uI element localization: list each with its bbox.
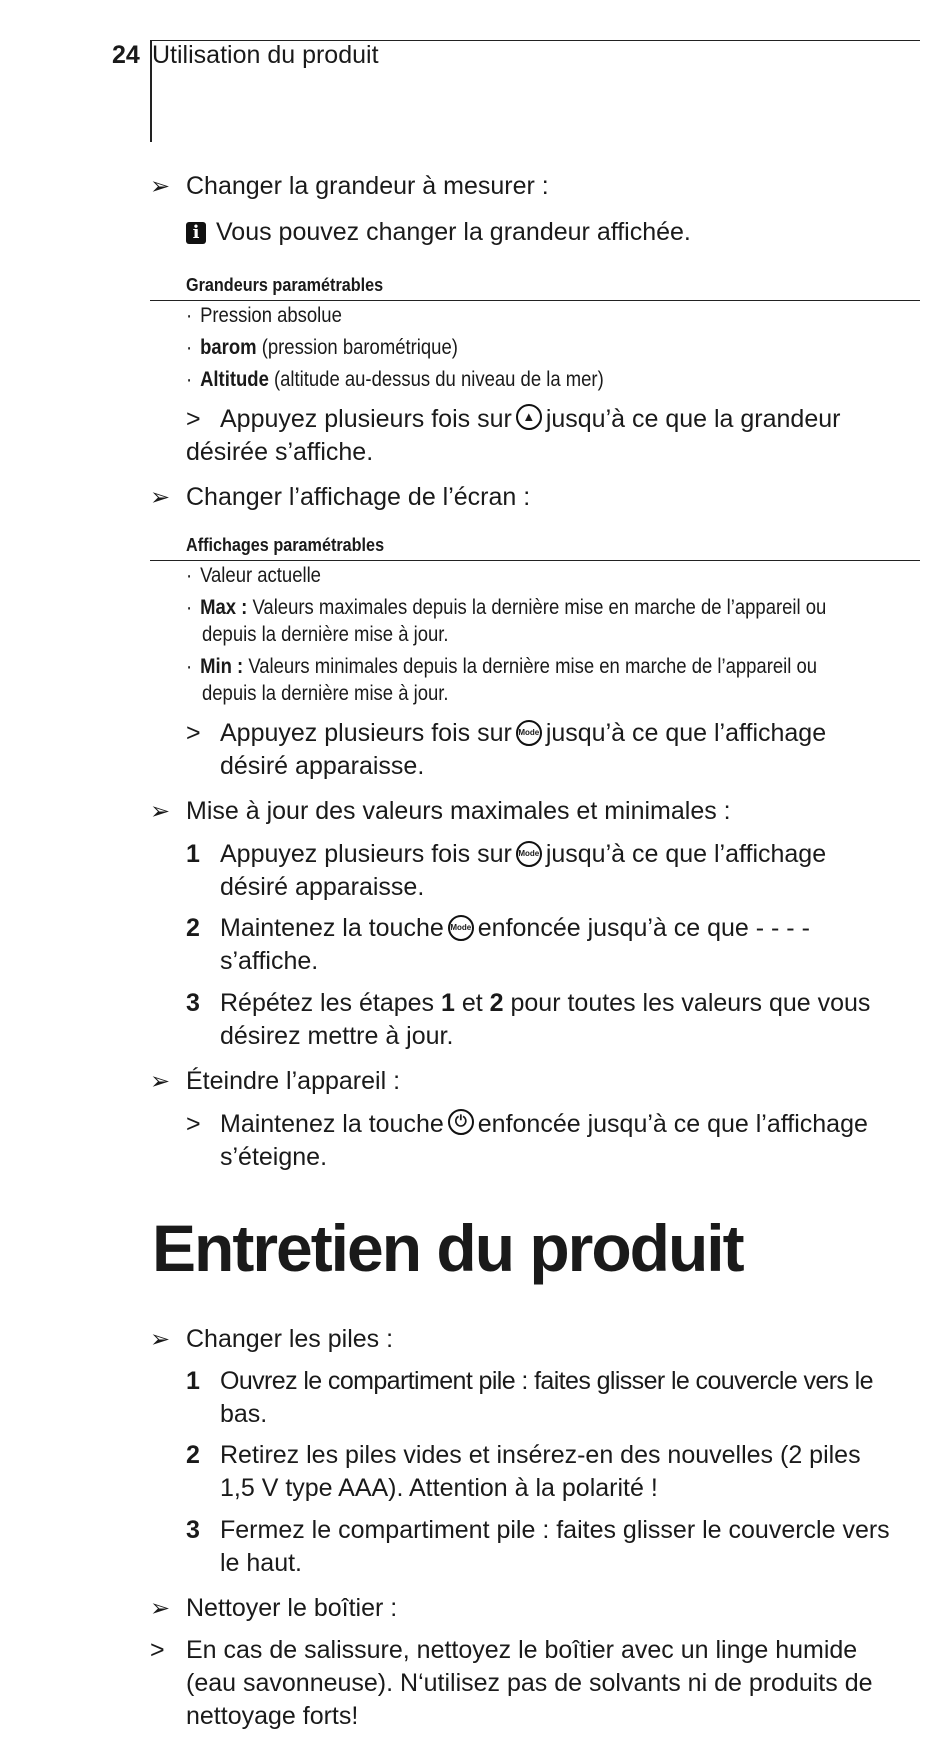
arrow-icon: ➢ (150, 484, 171, 511)
list-item: · Pression absolue (186, 304, 342, 327)
numbered-step-cont: désirez mettre à jour. (220, 1022, 454, 1050)
arrow-icon: ➢ (150, 1595, 171, 1622)
step-instruction-cont: nettoyage forts! (186, 1702, 359, 1730)
mode-button-icon: Mode (516, 841, 542, 867)
numbered-step-cont: s’affiche. (220, 947, 319, 975)
page-number: 24 (112, 41, 140, 69)
list-item-cont: depuis la dernière mise à jour. (202, 682, 449, 705)
arrow-icon: ➢ (150, 173, 171, 200)
step-instruction-cont: désirée s’affiche. (186, 438, 374, 466)
section-clean-housing-title: ➢ Nettoyer le boîtier : (150, 1592, 397, 1625)
section-reset-minmax-title: ➢ Mise à jour des valeurs maximales et minimales : (150, 795, 731, 828)
list-item-cont: depuis la dernière mise à jour. (202, 623, 449, 646)
numbered-step: 3 Fermez le compartiment pile : faites glisser le couvercle vers (186, 1516, 890, 1544)
list-item: · Max : Valeurs maximales depuis la dernière mise en marche de l’appareil ou (186, 596, 827, 619)
step-instruction: > Maintenez la touche ⏻ enfoncée jusqu’à ce que l’affichage (186, 1110, 868, 1138)
info-note: i Vous pouvez changer la grandeur affichée. (186, 216, 691, 249)
arrow-icon: ➢ (150, 798, 171, 825)
numbered-step: 2 Maintenez la touche Mode enfoncée jusqu’à ce que - - - - (186, 914, 810, 942)
step-instruction: > Appuyez plusieurs fois sur Mode jusqu’à ce que l’affichage (186, 719, 827, 747)
step-instruction: > En cas de salissure, nettoyez le boîtier avec un linge humide (150, 1636, 858, 1664)
power-button-icon: ⏻ (448, 1109, 474, 1135)
section-power-off-title: ➢ Éteindre l’appareil : (150, 1065, 400, 1098)
list-item: · barom (pression barométrique) (186, 336, 458, 359)
section-heading: Entretien du produit (152, 1211, 743, 1285)
step-instruction-cont: (eau savonneuse). N‘utilisez pas de solvants ni de produits de (186, 1669, 873, 1697)
numbered-step: 1 Appuyez plusieurs fois sur Mode jusqu’à ce que l’affichage (186, 840, 827, 868)
step-instruction-cont: s’éteigne. (220, 1143, 328, 1171)
section-change-batteries-title: ➢ Changer les piles : (150, 1323, 393, 1356)
numbered-step: 1 Ouvrez le compartiment pile : faites glisser le couvercle vers le (186, 1367, 873, 1395)
table-rule (150, 300, 920, 301)
arrow-icon: ➢ (150, 1068, 171, 1095)
numbered-step-cont: 1,5 V type AAA). Attention à la polarité ! (220, 1474, 658, 1502)
section-change-display-title: ➢ Changer l’affichage de l’écran : (150, 481, 530, 514)
numbered-step: 3 Répétez les étapes 1 et 2 pour toutes les valeurs que vous (186, 989, 871, 1017)
mode-button-icon: Mode (516, 720, 542, 746)
step-instruction-cont: désiré apparaisse. (220, 752, 425, 780)
mode-button-icon: Mode (448, 915, 474, 941)
info-icon: i (186, 222, 206, 244)
list-item: · Valeur actuelle (186, 564, 321, 587)
header-title: Utilisation du produit (152, 41, 379, 69)
arrow-icon: ➢ (150, 1326, 171, 1353)
up-button-icon: ▲ (516, 404, 542, 430)
table-header-quantities: Grandeurs paramétrables (186, 275, 384, 295)
list-item: · Altitude (altitude au-dessus du niveau de la mer) (186, 368, 604, 391)
section-change-quantity-title: ➢ Changer la grandeur à mesurer : (150, 170, 549, 203)
numbered-step-cont: le haut. (220, 1549, 303, 1577)
table-rule (150, 560, 920, 561)
table-header-displays: Affichages paramétrables (186, 535, 385, 555)
step-instruction: > Appuyez plusieurs fois sur ▲ jusqu’à ce que la grandeur (186, 405, 841, 433)
numbered-step-cont: désiré apparaisse. (220, 873, 425, 901)
numbered-step: 2 Retirez les piles vides et insérez-en des nouvelles (2 piles (186, 1441, 861, 1469)
numbered-step-cont: bas. (220, 1400, 268, 1428)
list-item: · Min : Valeurs minimales depuis la dernière mise en marche de l’appareil ou (186, 655, 818, 678)
